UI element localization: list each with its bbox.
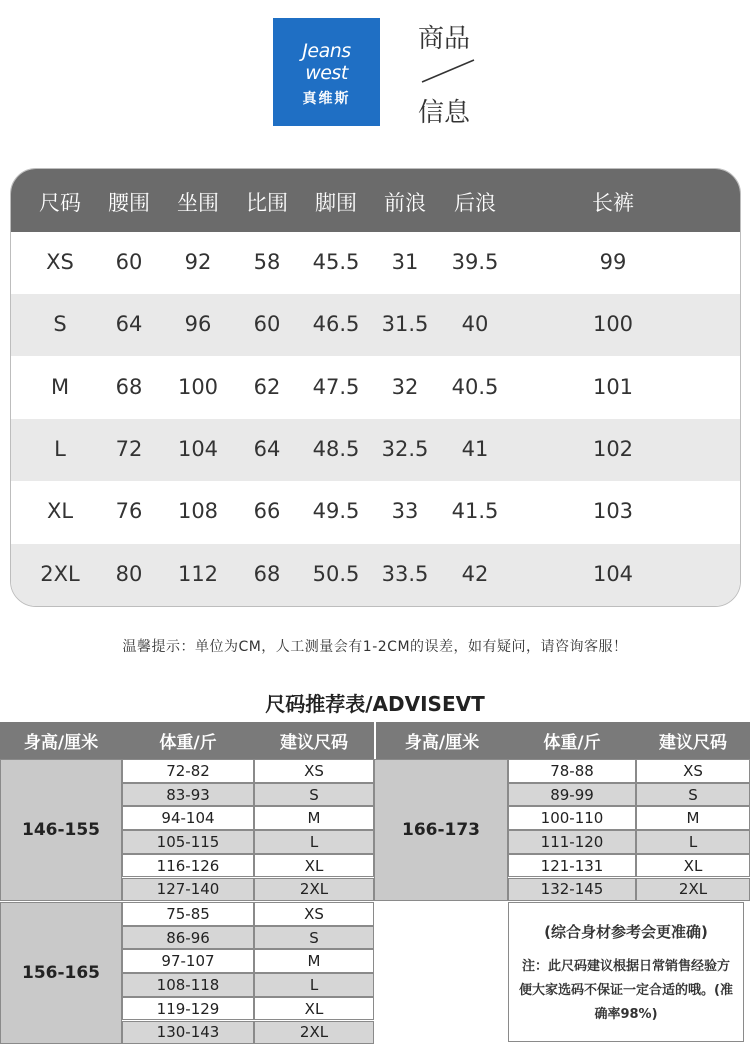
table-row (11, 544, 740, 606)
measurement-cell: 64 (115, 312, 143, 337)
measurement-cell: 50.5 (312, 561, 360, 586)
measurement-cell: 64 (253, 436, 281, 461)
weight-range-cell: 86-96 (122, 926, 254, 950)
rec-header-height: 身高/厘米 (374, 722, 508, 759)
brand-logo (273, 18, 380, 126)
weight-range-cell: 132-145 (508, 878, 636, 902)
header-cell: 比围 (246, 191, 288, 215)
height-range-cell: 146-155 (0, 759, 122, 901)
recommended-size-cell: 2XL (254, 1021, 374, 1045)
measurement-cell: 72 (115, 436, 143, 461)
measurement-cell: 48.5 (312, 436, 360, 461)
weight-range-cell: 89-99 (508, 783, 636, 807)
weight-range-cell: 108-118 (122, 973, 254, 997)
info-title-bottom: 信息 (418, 98, 471, 128)
rec-header-weight: 体重/斤 (508, 722, 636, 759)
recommended-size-cell: XL (254, 997, 374, 1021)
measurement-cell: 40.5 (451, 374, 499, 399)
measurement-cell: 101 (592, 374, 634, 399)
recommended-size-cell: L (254, 973, 374, 997)
measurement-cell: 100 (592, 312, 634, 337)
measurement-cell: 60 (253, 312, 281, 337)
recommended-size-cell: XS (254, 759, 374, 783)
weight-range-cell: 94-104 (122, 806, 254, 830)
size-recommend-table (0, 722, 750, 1044)
measurement-cell: 76 (115, 499, 143, 524)
measurement-cell: 104 (177, 436, 219, 461)
measurement-cell: 102 (592, 436, 634, 461)
note-title: (综合身材参考会更准确) (544, 923, 708, 941)
measurement-cell: 104 (592, 561, 634, 586)
logo-line-3: 真维斯 (302, 91, 351, 107)
logo-line-2: west (305, 62, 348, 84)
weight-range-cell: 78-88 (508, 759, 636, 783)
header-cell: 脚围 (315, 191, 357, 215)
logo-line-1: Jeans (302, 40, 351, 62)
measurement-cell: 42 (461, 561, 489, 586)
size-label-cell: M (50, 374, 70, 399)
weight-range-cell: 97-107 (122, 949, 254, 973)
rec-header-height: 身高/厘米 (0, 722, 122, 759)
recommended-size-cell: XS (254, 902, 374, 926)
measurement-cell: 45.5 (312, 250, 360, 274)
size-measurement-table (10, 168, 741, 607)
measurement-cell: 96 (184, 312, 212, 337)
measurement-cell: 68 (253, 561, 281, 586)
size-table-header (11, 169, 740, 232)
recommended-size-cell: L (636, 830, 750, 854)
rec-header-size: 建议尺码 (636, 722, 750, 759)
measurement-cell: 46.5 (312, 312, 360, 337)
weight-range-cell: 111-120 (508, 830, 636, 854)
table-row (11, 294, 740, 356)
measurement-cell: 33 (391, 499, 419, 524)
measurement-cell: 100 (177, 374, 219, 399)
recommended-size-cell: XS (636, 759, 750, 783)
table-row (11, 232, 740, 294)
size-label-cell: XS (46, 250, 74, 274)
measurement-cell: 32.5 (381, 436, 429, 461)
table-row (11, 481, 740, 543)
weight-range-cell: 83-93 (122, 783, 254, 807)
header-cell: 坐围 (177, 191, 219, 215)
note-body: 注：此尺码建议根据日常销售经验方便大家选码不保证一定合适的哦。(准确率98%) (519, 959, 733, 1022)
measurement-cell: 80 (115, 561, 143, 586)
measurement-cell: 92 (184, 250, 212, 274)
weight-range-cell: 127-140 (122, 878, 254, 902)
measurement-tip: 温馨提示：单位为CM，人工测量会有1-2CM的误差，如有疑问，请咨询客服！ (122, 639, 628, 655)
recommended-size-cell: XL (254, 854, 374, 878)
measurement-cell: 32 (391, 374, 419, 399)
recommend-note (508, 902, 744, 1042)
recommend-title: 尺码推荐表/ADVISEVT (265, 692, 485, 716)
info-title-top: 商品 (418, 24, 471, 54)
recommended-size-cell: 2XL (636, 878, 750, 902)
recommended-size-cell: S (254, 926, 374, 950)
weight-range-cell: 105-115 (122, 830, 254, 854)
weight-range-cell: 119-129 (122, 997, 254, 1021)
weight-range-cell: 72-82 (122, 759, 254, 783)
measurement-cell: 40 (461, 312, 489, 337)
rec-header-size: 建议尺码 (254, 722, 374, 759)
measurement-cell: 62 (253, 374, 281, 399)
size-label-cell: S (53, 312, 67, 337)
recommended-size-cell: XL (636, 854, 750, 878)
measurement-cell: 47.5 (312, 374, 360, 399)
measurement-cell: 103 (592, 499, 634, 524)
recommended-size-cell: M (636, 806, 750, 830)
measurement-cell: 58 (253, 250, 281, 274)
table-row (11, 419, 740, 481)
recommended-size-cell: M (254, 806, 374, 830)
weight-range-cell: 130-143 (122, 1021, 254, 1045)
measurement-cell: 41.5 (451, 499, 499, 524)
measurement-cell: 99 (599, 250, 627, 274)
slash-divider (420, 58, 476, 84)
weight-range-cell: 116-126 (122, 854, 254, 878)
measurement-cell: 31 (391, 250, 419, 274)
measurement-cell: 39.5 (451, 250, 499, 274)
measurement-cell: 31.5 (381, 312, 429, 337)
size-label-cell: 2XL (40, 561, 80, 586)
recommended-size-cell: 2XL (254, 878, 374, 902)
recommended-size-cell: S (254, 783, 374, 807)
header-cell: 腰围 (108, 191, 150, 215)
measurement-cell: 112 (177, 561, 219, 586)
recommended-size-cell: M (254, 949, 374, 973)
header-cell: 前浪 (384, 191, 426, 215)
weight-range-cell: 100-110 (508, 806, 636, 830)
table-row (11, 357, 740, 419)
header-cell: 尺码 (39, 191, 81, 215)
header-cell: 长裤 (592, 191, 634, 215)
rec-header-weight: 体重/斤 (122, 722, 254, 759)
weight-range-cell: 75-85 (122, 902, 254, 926)
height-range-cell: 166-173 (374, 759, 508, 901)
size-label-cell: XL (46, 499, 74, 524)
size-label-cell: L (54, 436, 66, 461)
measurement-cell: 33.5 (381, 561, 429, 586)
measurement-cell: 60 (115, 250, 143, 274)
measurement-cell: 68 (115, 374, 143, 399)
header-cell: 后浪 (454, 191, 496, 215)
recommended-size-cell: S (636, 783, 750, 807)
recommended-size-cell: L (254, 830, 374, 854)
measurement-cell: 108 (177, 499, 219, 524)
weight-range-cell: 121-131 (508, 854, 636, 878)
measurement-cell: 66 (253, 499, 281, 524)
height-range-cell: 156-165 (0, 902, 122, 1044)
measurement-cell: 41 (461, 436, 489, 461)
measurement-cell: 49.5 (312, 499, 360, 524)
